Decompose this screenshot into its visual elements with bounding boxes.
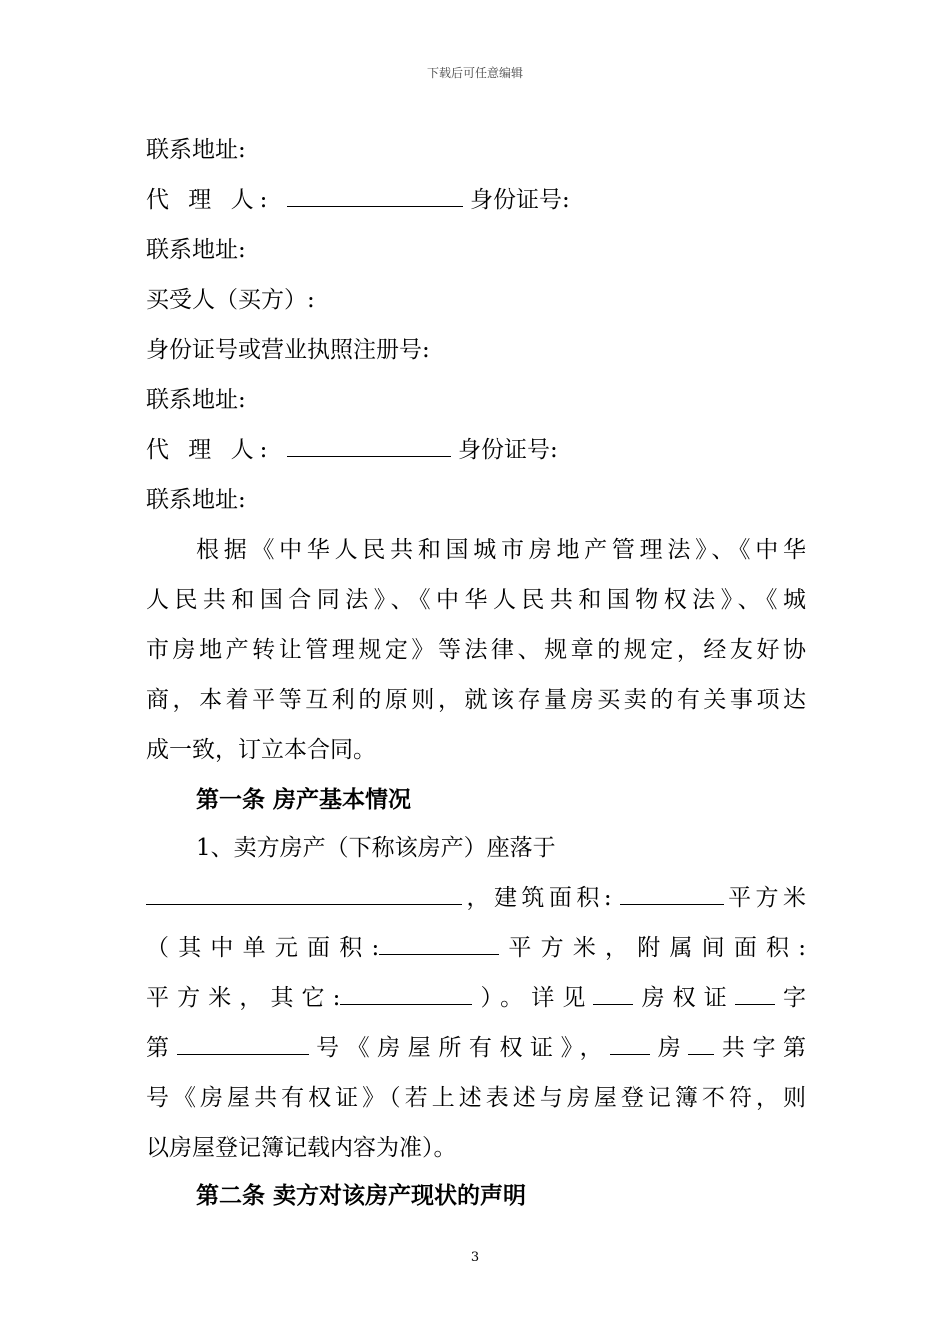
buyer-id-line	[146, 330, 806, 370]
page-number: 3	[470, 1250, 480, 1265]
attached-area-label: 平方米，附属间面积:	[499, 935, 807, 961]
area-label: ，建筑面积:	[462, 885, 612, 911]
cert-number-blank	[735, 984, 775, 1005]
buyer-address-line	[146, 380, 806, 420]
preamble-line-4: 商，本着平等互利的原则，就该存量房买卖的有关事项达	[146, 687, 806, 713]
seller-agent-address-line	[146, 230, 806, 270]
article-1-item-1: 1、卖方房产（下称该房产）座落于	[196, 835, 556, 861]
page-header: 下载后可任意编辑	[426, 66, 523, 80]
buyer-address-label: 联系地址:	[146, 387, 246, 413]
preamble-line-3: 市房地产转让管理规定》等法律、规章的规定，经友好协	[146, 637, 806, 663]
preamble-line-2: 人民共和国合同法》、《中华人民共和国物权法》、《城	[146, 587, 806, 613]
buyer-agent-id-label: 身份证号:	[458, 437, 558, 463]
seller-address-line	[146, 130, 806, 170]
buyer-id-label: 身份证号或营业执照注册号:	[146, 337, 430, 363]
sqm-unit: 平方米	[723, 885, 807, 911]
location-blank	[146, 884, 462, 905]
seller-agent-line	[146, 180, 806, 220]
buyer-line	[146, 280, 806, 320]
other-area-line	[146, 978, 806, 1018]
cert-prefix-blank	[593, 984, 633, 1005]
unit-area-label: （其中单元面积:	[146, 935, 380, 961]
cert-word: 房权证	[633, 985, 735, 1011]
di-label: 第	[146, 1035, 177, 1061]
buyer-agent-line	[146, 430, 806, 470]
seller-agent-address-label: 联系地址:	[146, 237, 246, 263]
unit-area-blank	[379, 934, 499, 955]
see-detail-label: ）。详见	[472, 985, 594, 1011]
fang-label: 房	[650, 1035, 689, 1061]
co-cert-prefix-blank	[610, 1034, 650, 1055]
buyer-agent-address-label: 联系地址:	[146, 487, 246, 513]
co-cert-number-blank	[688, 1034, 714, 1055]
preamble-line-5: 成一致，订立本合同。	[146, 737, 376, 763]
preamble-line-1: 根据《中华人民共和国城市房地产管理法》、《中华	[196, 537, 806, 563]
gong-zi-di-label: 共字第	[714, 1035, 807, 1061]
article-1-title: 第一条 房产基本情况	[196, 786, 412, 813]
seller-agent-blank	[287, 186, 463, 207]
article-2-title: 第二条 卖方对该房产现状的声明	[196, 1182, 527, 1209]
location-line	[146, 878, 806, 918]
cert-name: 号《房屋所有权证》，	[308, 1035, 611, 1061]
unit-area-line	[146, 928, 806, 968]
seller-address-label: 联系地址:	[146, 137, 246, 163]
buyer-agent-blank	[287, 436, 451, 457]
cert-serial-blank	[177, 1034, 309, 1055]
co-cert-line: 号《房屋共有权证》（若上述表述与房屋登记簿不符，则	[146, 1085, 806, 1111]
seller-agent-label: 代 理 人:	[146, 187, 274, 213]
buyer-agent-address-line	[146, 480, 806, 520]
other-area-label: 平方米，其它:	[146, 985, 341, 1011]
registry-note-line: 以房屋登记簿记载内容为准）。	[146, 1135, 457, 1161]
cert-line	[146, 1028, 806, 1068]
seller-agent-id-label: 身份证号:	[470, 187, 570, 213]
area-blank	[620, 884, 724, 905]
buyer-label: 买受人（买方）:	[146, 287, 315, 313]
buyer-agent-label: 代 理 人:	[146, 437, 274, 463]
other-area-blank	[340, 984, 472, 1005]
zi-label: 字	[774, 985, 806, 1011]
